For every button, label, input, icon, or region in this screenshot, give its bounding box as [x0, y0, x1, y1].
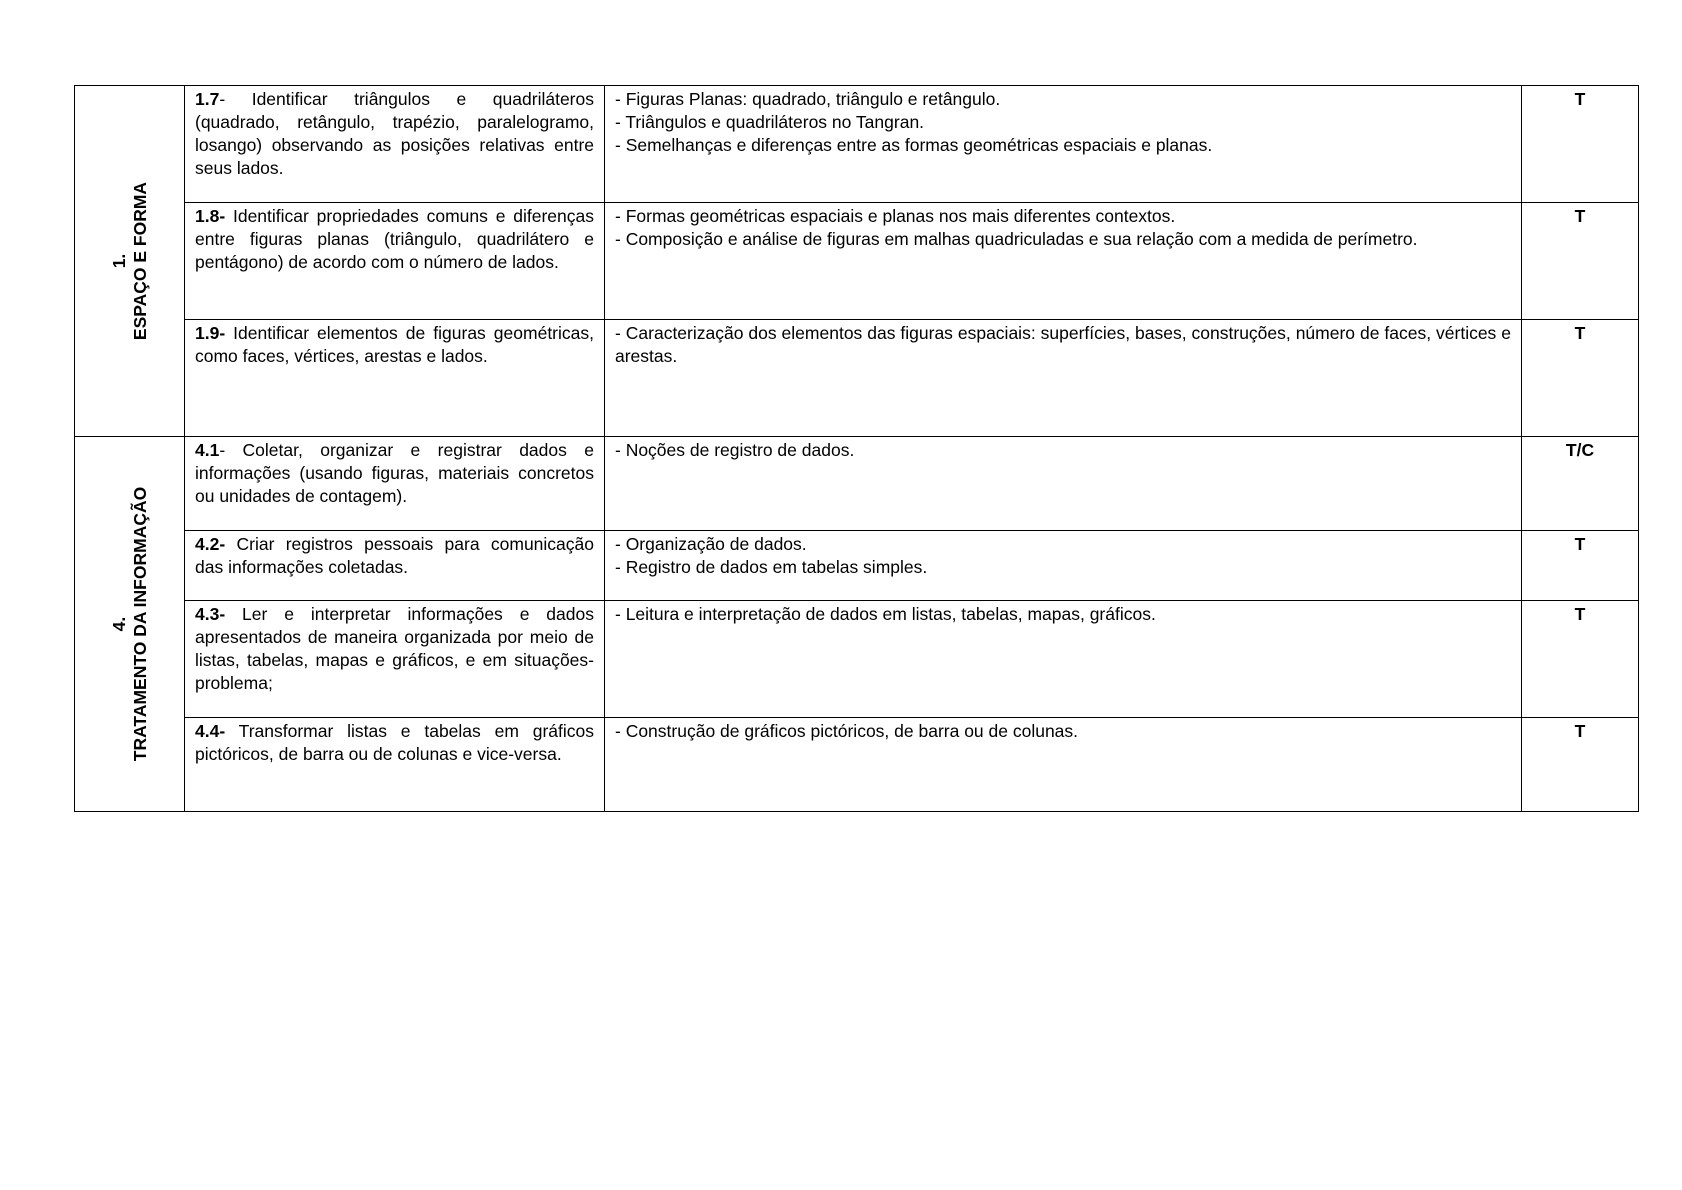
skill-cell — [185, 203, 605, 320]
skill-text: Identificar triângulos e quadriláteros (quadrado, retângulo, trapézio, paralelogramo, losango) observando as posições relativas entre seus lados. — [195, 89, 594, 178]
skill-code: 4.4- — [195, 721, 226, 741]
content-line: - Composição e análise de figuras em malhas quadriculadas e sua relação com a medida de perímetro. — [615, 229, 1418, 249]
content-line: - Formas geométricas espaciais e planas nos mais diferentes contextos. — [615, 206, 1176, 226]
skill-separator — [225, 721, 239, 741]
axis-title: TRATAMENTO DA INFORMAÇÃO — [129, 486, 150, 762]
content-cell — [605, 601, 1522, 718]
level-cell: T — [1522, 86, 1639, 203]
level-cell: T — [1522, 320, 1639, 437]
skill-cell — [185, 531, 605, 601]
table-row — [75, 320, 1639, 437]
table-row — [75, 601, 1639, 718]
table-row — [75, 531, 1639, 601]
skill-cell — [185, 86, 605, 203]
level-cell: T — [1522, 531, 1639, 601]
skill-separator — [225, 323, 233, 343]
content-line: - Caracterização dos elementos das figuras espaciais: superfícies, bases, construções, número de faces, vértices e arestas. — [615, 323, 1511, 366]
skill-cell — [185, 320, 605, 437]
content-line: - Figuras Planas: quadrado, triângulo e retângulo. — [615, 89, 1001, 109]
axis-number: 1. — [108, 253, 129, 269]
content-cell — [605, 531, 1522, 601]
axis-title: ESPAÇO E FORMA — [129, 181, 150, 341]
level-cell: T — [1522, 718, 1639, 812]
content-cell — [605, 437, 1522, 531]
skill-text: Identificar elementos de figuras geométricas, como faces, vértices, arestas e lados. — [195, 323, 594, 366]
skill-text: Ler e interpretar informações e dados apresentados de maneira organizada por meio de listas, tabelas, mapas e gráficos, e em situações-problema; — [195, 604, 594, 693]
level-cell: T/C — [1522, 437, 1639, 531]
content-cell — [605, 203, 1522, 320]
skill-cell — [185, 718, 605, 812]
level-cell: T — [1522, 203, 1639, 320]
content-line: - Semelhanças e diferenças entre as formas geométricas espaciais e planas. — [615, 135, 1213, 155]
skill-text: Identificar propriedades comuns e diferenças entre figuras planas (triângulo, quadrilátero e pentágono) de acordo com o número de lados. — [195, 206, 594, 272]
axis-label — [109, 182, 151, 340]
skill-separator: - — [219, 89, 252, 109]
skill-cell — [185, 601, 605, 718]
content-line: - Noções de registro de dados. — [615, 440, 855, 460]
skill-code: 4.1 — [195, 440, 220, 460]
content-line: - Registro de dados em tabelas simples. — [615, 557, 928, 577]
table-row — [75, 203, 1639, 320]
axis-cell-tratamento-informacao — [75, 437, 185, 812]
table-row — [75, 86, 1639, 203]
content-line: - Construção de gráficos pictóricos, de barra ou de colunas. — [615, 721, 1079, 741]
axis-cell-espaco-forma — [75, 86, 185, 437]
axis-number: 4. — [108, 616, 129, 632]
skill-code: 4.3- — [195, 604, 226, 624]
skill-separator — [225, 206, 233, 226]
table-row — [75, 718, 1639, 812]
skill-text: Transformar listas e tabelas em gráficos pictóricos, de barra ou de colunas e vice-versa. — [195, 721, 594, 764]
skill-code: 1.9- — [195, 323, 226, 343]
level-cell: T — [1522, 601, 1639, 718]
content-line: - Triângulos e quadriláteros no Tangran. — [615, 112, 925, 132]
content-cell — [605, 86, 1522, 203]
content-cell — [605, 718, 1522, 812]
skill-text: Coletar, organizar e registrar dados e informações (usando figuras, materiais concretos ou unidades de contagem). — [195, 440, 594, 506]
skill-code: 1.8- — [195, 206, 226, 226]
curriculum-table — [74, 85, 1639, 812]
skill-separator — [225, 604, 242, 624]
skill-separator: - — [219, 440, 243, 460]
content-cell — [605, 320, 1522, 437]
skill-text: Criar registros pessoais para comunicação das informações coletadas. — [195, 534, 594, 577]
axis-label — [109, 487, 151, 761]
skill-code: 1.7 — [195, 89, 220, 109]
content-line: - Leitura e interpretação de dados em listas, tabelas, mapas, gráficos. — [615, 604, 1156, 624]
skill-separator — [225, 534, 236, 554]
skill-cell — [185, 437, 605, 531]
table-row — [75, 437, 1639, 531]
content-line: - Organização de dados. — [615, 534, 807, 554]
skill-code: 4.2- — [195, 534, 226, 554]
